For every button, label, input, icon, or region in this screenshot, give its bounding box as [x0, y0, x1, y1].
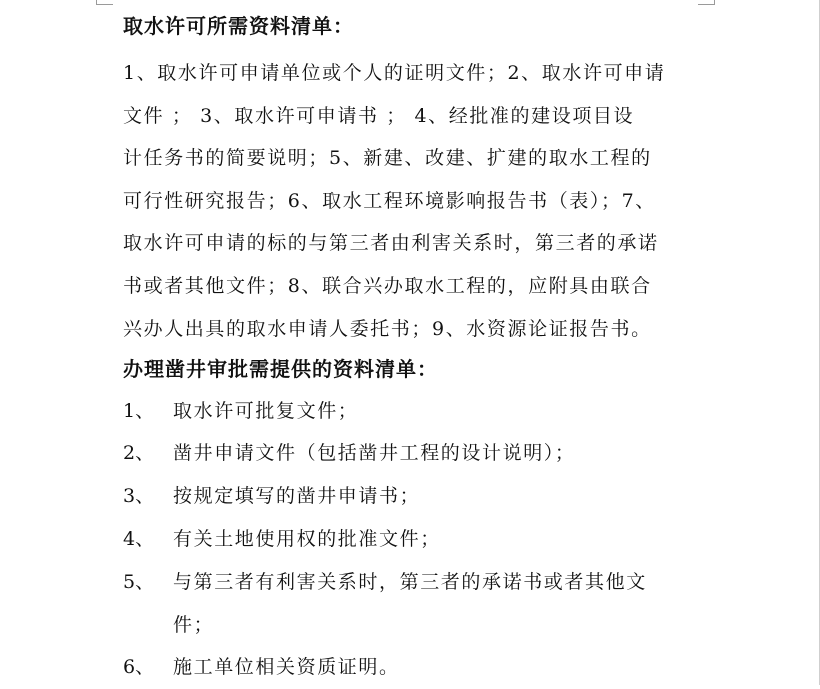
paragraph-line: 书或者其他文件；8、联合兴办取水工程的，应附具由联合 — [123, 274, 652, 297]
paragraph-line: 文件 ； 3、取水许可申请书 ； 4、经批准的建设项目设 — [123, 104, 635, 127]
list-item-number: 5、 — [123, 571, 155, 593]
section-heading-water-permit: 取水许可所需资料清单： — [123, 14, 354, 38]
list-item-number: 3、 — [123, 485, 155, 507]
section-heading-well-drilling: 办理凿井审批需提供的资料清单： — [123, 357, 438, 381]
paragraph-line: 取水许可申请的标的与第三者由利害关系时，第三者的承诺 — [123, 232, 659, 255]
page-corner-mark-right — [698, 0, 715, 5]
list-item-text: 施工单位相关资质证明。 — [173, 656, 400, 678]
list-item-number: 1、 — [123, 400, 155, 422]
page-corner-mark-left — [96, 0, 113, 5]
paragraph-line: 可行性研究报告；6、取水工程环境影响报告书（表）；7、 — [123, 189, 656, 212]
water-permit-paragraph — [123, 52, 698, 350]
list-item-text: 凿井申请文件（包括凿井工程的设计说明）； — [173, 442, 576, 464]
list-item-text: 与第三者有利害关系时，第三者的承诺书或者其他文 — [173, 571, 647, 593]
paragraph-line: 1、取水许可申请单位或个人的证明文件；2、取水许可申请 — [123, 62, 666, 84]
list-item-text: 按规定填写的凿井申请书； — [173, 485, 421, 507]
list-item-number: 4、 — [123, 528, 155, 550]
list-item-number: 2、 — [123, 442, 155, 464]
paragraph-line: 兴办人出具的取水申请人委托书；9、水资源论证报告书。 — [123, 317, 652, 340]
list-item-text-continuation: 件； — [173, 613, 215, 636]
paragraph-line: 计任务书的简要说明；5、新建、改建、扩建的取水工程的 — [123, 147, 652, 170]
list-item-text: 有关土地使用权的批准文件； — [173, 528, 441, 550]
list-item-text: 取水许可批复文件； — [173, 400, 359, 422]
list-item-number: 6、 — [123, 656, 155, 678]
